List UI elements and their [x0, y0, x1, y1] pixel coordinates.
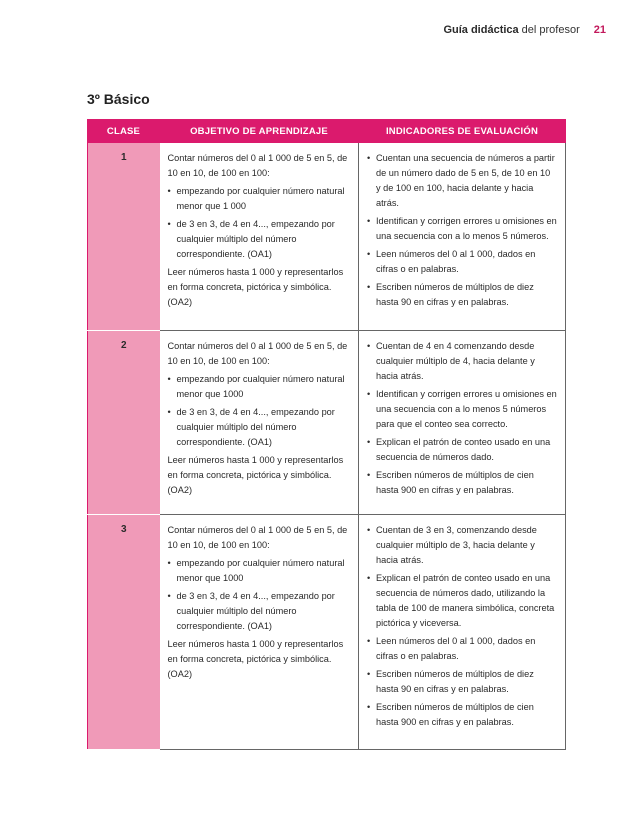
- page-number: 21: [593, 24, 606, 36]
- objective-bullet: • empezando por cualquier número natural menor que 1000: [168, 556, 351, 586]
- indicator-item: • Escriben números de múltiplos de diez hasta 90 en cifras y en palabras.: [367, 280, 557, 310]
- indicator-item: • Escriben números de múltiplos de cien hasta 900 en cifras y en palabras.: [367, 468, 557, 498]
- indicator-list: [367, 523, 557, 730]
- indicator-item: • Escriben números de múltiplos de diez hasta 90 en cifras y en palabras.: [367, 667, 557, 697]
- indicator-item: • Cuentan de 4 en 4 comenzando desde cualquier múltiplo de 4, hacia delante y hacia atrás.: [367, 339, 557, 384]
- column-header-objective: OBJETIVO DE APRENDIZAJE: [160, 120, 359, 143]
- table-row: [88, 331, 566, 515]
- table-header-row: [88, 120, 566, 143]
- class-number: 1: [88, 143, 160, 331]
- indicators-cell: [359, 515, 566, 750]
- indicator-item: • Cuentan de 3 en 3, comenzando desde cualquier múltiplo de 3, hacia delante y hacia atrás.: [367, 523, 557, 568]
- objective-bullet: • empezando por cualquier número natural menor que 1000: [168, 372, 351, 402]
- objective-intro: Contar números del 0 al 1 000 de 5 en 5, de 10 en 10, de 100 en 100:: [167, 525, 348, 550]
- objective-intro: Contar números del 0 al 1 000 de 5 en 5, de 10 en 10, de 100 en 100:: [167, 153, 348, 178]
- indicator-list: [367, 151, 557, 310]
- objective-bullet: • empezando por cualquier número natural menor que 1 000: [168, 184, 351, 214]
- learning-objective-cell: [160, 331, 359, 515]
- column-header-clase: CLASE: [88, 120, 160, 143]
- objective-outro: Leer números hasta 1 000 y representarlos en forma concreta, pictórica y simbólica. (OA2): [167, 639, 344, 679]
- objective-bullets: [168, 556, 351, 634]
- learning-objective-cell: [160, 515, 359, 750]
- indicator-item: • Leen números del 0 al 1 000, dados en cifras o en palabras.: [367, 634, 557, 664]
- class-number: 3: [88, 515, 160, 750]
- indicator-item: • Cuentan una secuencia de números a partir de un número dado de 5 en 5, de 10 en 10 y de 100 en 100, hacia delante y hacia atrás.: [367, 151, 557, 211]
- objective-bullet: • de 3 en 3, de 4 en 4..., empezando por cualquier múltiplo del número correspondiente. (OA1): [168, 405, 351, 450]
- guide-title-bold: Guía didáctica: [443, 24, 519, 36]
- guide-title-rest: del profesor: [521, 24, 580, 36]
- objective-bullet: • de 3 en 3, de 4 en 4..., empezando por cualquier múltiplo del número correspondiente. (OA1): [168, 217, 351, 262]
- page-header: [443, 24, 606, 36]
- indicator-item: • Identifican y corrigen errores u omisiones en una secuencia con a lo menos 5 números.: [367, 214, 557, 244]
- column-header-indicators: INDICADORES DE EVALUACIÓN: [359, 120, 566, 143]
- indicator-item: • Escriben números de múltiplos de cien hasta 900 en cifras y en palabras.: [367, 700, 557, 730]
- lesson-plan-table: [87, 119, 566, 750]
- objective-bullets: [168, 372, 351, 450]
- indicator-item: • Identifican y corrigen errores u omisiones en una secuencia con a lo menos 5 números para que el conteo sea correcto.: [367, 387, 557, 432]
- learning-objective-cell: [160, 143, 359, 331]
- indicator-item: • Explican el patrón de conteo usado en una secuencia de números dado, utilizando la tabla de 100 de manera simbólica, concreta pictórica y viceversa.: [367, 571, 557, 631]
- indicators-cell: [359, 331, 566, 515]
- objective-outro: Leer números hasta 1 000 y representarlos en forma concreta, pictórica y simbólica. (OA2): [167, 455, 344, 495]
- objective-bullet: • de 3 en 3, de 4 en 4..., empezando por cualquier múltiplo del número correspondiente. (OA1): [168, 589, 351, 634]
- indicators-cell: [359, 143, 566, 331]
- grade-level-title: 3º Básico: [87, 91, 150, 107]
- table-row: [88, 143, 566, 331]
- table-row: [88, 515, 566, 750]
- indicator-list: [367, 339, 557, 498]
- indicator-item: • Explican el patrón de conteo usado en una secuencia de números dado.: [367, 435, 557, 465]
- objective-intro: Contar números del 0 al 1 000 de 5 en 5, de 10 en 10, de 100 en 100:: [167, 341, 348, 366]
- objective-outro: Leer números hasta 1 000 y representarlos en forma concreta, pictórica y simbólica. (OA2): [167, 267, 344, 307]
- class-number: 2: [88, 331, 160, 515]
- objective-bullets: [168, 184, 351, 262]
- indicator-item: • Leen números del 0 al 1 000, dados en cifras o en palabras.: [367, 247, 557, 277]
